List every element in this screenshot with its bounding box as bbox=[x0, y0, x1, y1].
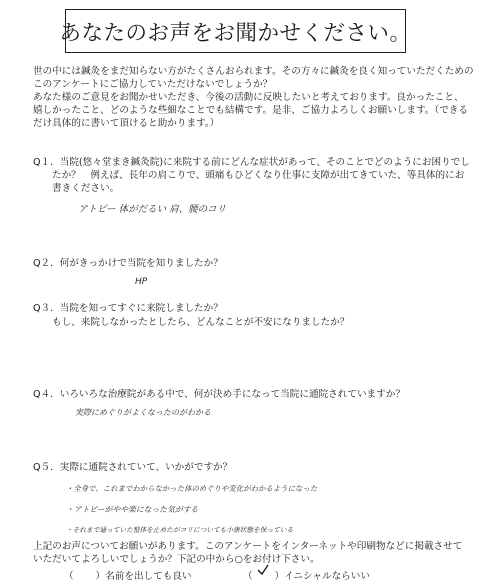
q5-answer: ・全身で、これまでわからなかった体のめぐりや変化がわかるようになった bbox=[66, 484, 318, 493]
intro-line: だけ具体的に書いて頂けると助かります。） bbox=[33, 118, 220, 129]
page-title: あなたのお声をお聞かせください。 bbox=[65, 9, 406, 53]
q5-question: Q５．実際に通院されていて、いかがですか？ bbox=[33, 462, 233, 473]
q5-answer: ・それまで通っていた整体を止めたがコリについても小康状態を保っている bbox=[66, 526, 294, 534]
consent-text: いただいてよろしいでしょうか？下記の中から○をお付け下さい。 bbox=[33, 554, 320, 565]
intro-line: 世の中には鍼灸をまだ知らない方がたくさんおられます。その方々に鍼灸を良く知っていただくための bbox=[33, 66, 474, 77]
consent-option-name[interactable]: （ ）名前を出しても良い bbox=[64, 571, 192, 582]
q2-question: Q２．何がきっかけで当院を知りましたか？ bbox=[33, 258, 223, 269]
consent-option-label: イニシャルならいい bbox=[284, 571, 370, 582]
consent-option-initial[interactable]: （ ）イニシャルならいい bbox=[243, 571, 370, 582]
intro-line: あなた様のご意見をお聞かせいただき、今後の活動に反映したいと考えております。良かったこと、 bbox=[33, 92, 464, 103]
q1-question: たか？ 例えば、長年の肩こりで、頭痛もひどくなり仕事に支障が出てきていた、等具体的にお bbox=[52, 170, 465, 181]
checkmark-icon bbox=[257, 564, 269, 576]
q1-answer: アトピー 体がだるい 肩、腰のコリ bbox=[78, 204, 227, 215]
consent-option-label: 名前を出しても良い bbox=[105, 571, 192, 582]
q5-answer: ・アトピーがやや楽になった気がする bbox=[66, 505, 199, 514]
q2-answer: HP bbox=[135, 277, 148, 287]
q3-question: Q３．当院を知ってすぐに来院しましたか？ bbox=[33, 303, 223, 314]
consent-text: 上記のお声についてお願いがあります。このアンケートをインターネットや印刷物などに掲載させて bbox=[33, 541, 463, 552]
q1-question: Q１．当院(悠々堂まき鍼灸院)に来院する前にどんな症状があって、そのことでどのようにお困りでし bbox=[33, 157, 470, 168]
q4-question: Q４．いろいろな治療院がある中で、何が決め手になって当院に通院されていますか？ bbox=[33, 389, 405, 400]
intro-line: このアンケートにご協力していただけないでしょうか？ bbox=[33, 79, 273, 90]
q4-answer: 実際にめぐりがよくなったのがわかる bbox=[75, 408, 211, 417]
intro-line: 嬉しかったこと、どのような些細なことでも結構です。是非、ご協力よろしくお願いします。（できる bbox=[33, 105, 468, 116]
q3-question: もし、来院しなかったとしたら、どんなことが不安になりましたか？ bbox=[52, 317, 350, 328]
q1-question: 書きください。 bbox=[52, 183, 120, 194]
